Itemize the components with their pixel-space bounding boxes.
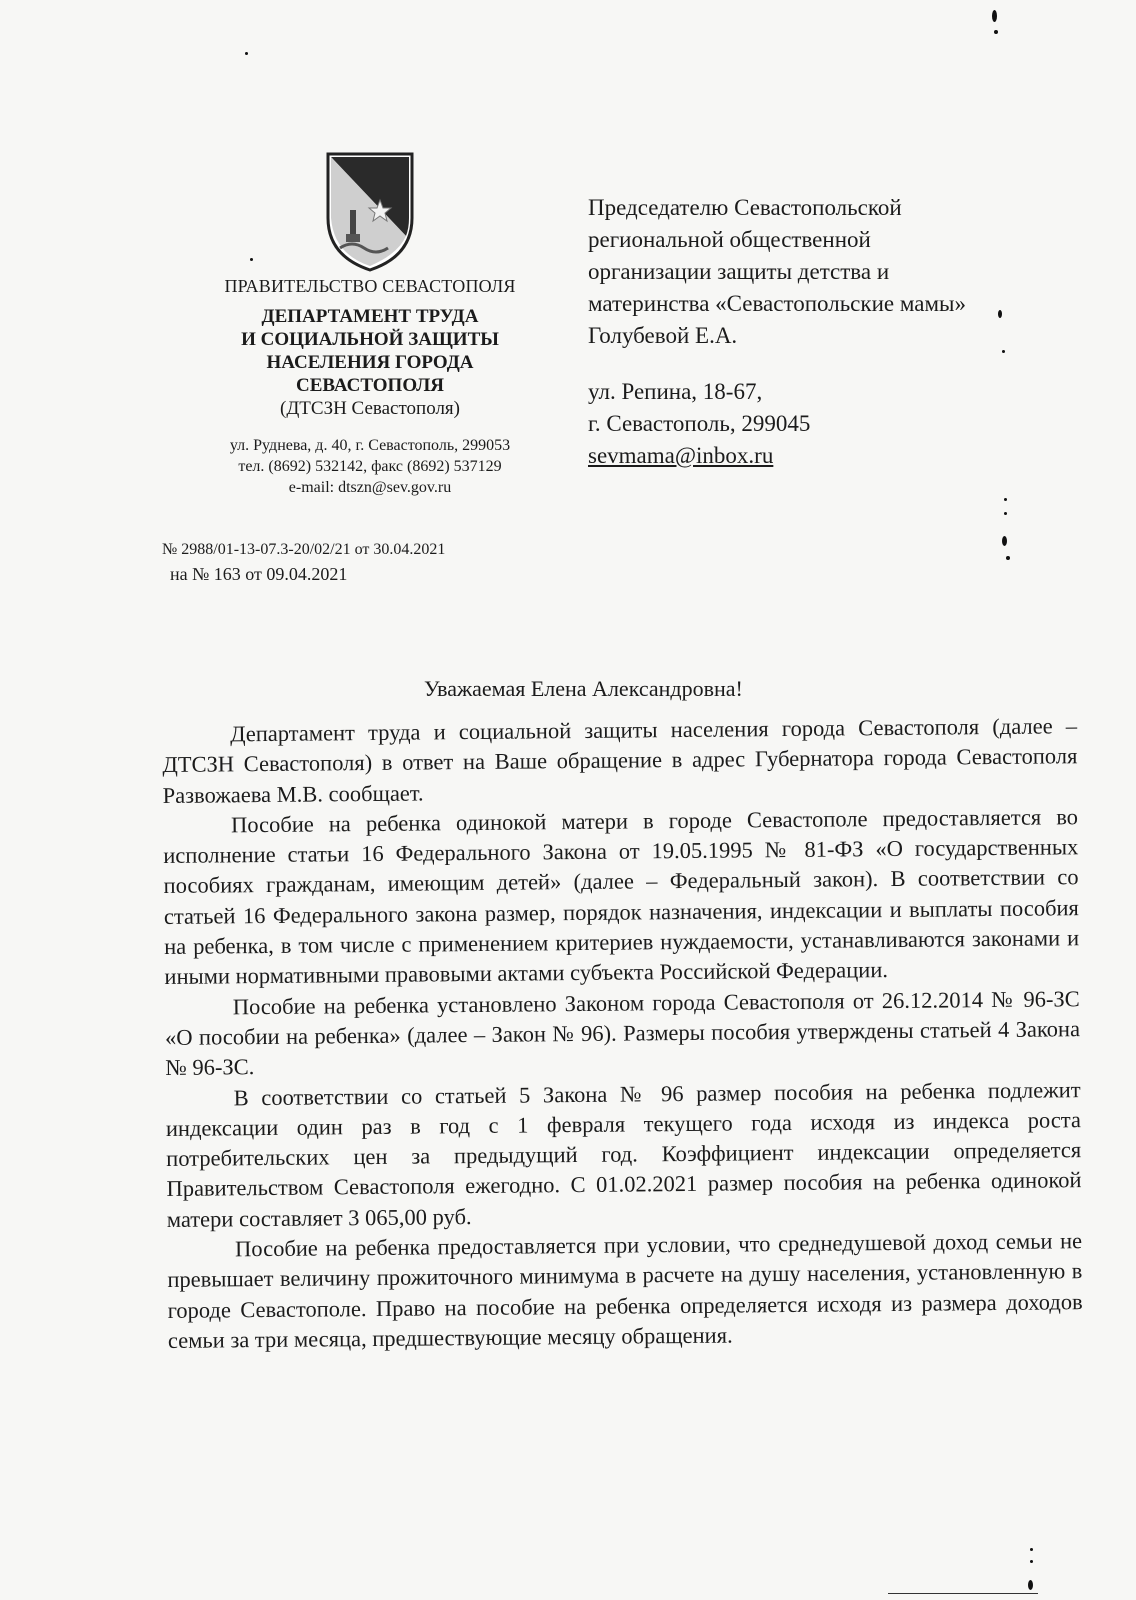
recipient-line: Председателю Севастопольской xyxy=(588,195,902,220)
scan-speck xyxy=(1006,556,1010,560)
scan-speck xyxy=(998,310,1002,318)
department-name-line: И СОЦИАЛЬНОЙ ЗАЩИТЫ xyxy=(241,329,499,350)
government-name: ПРАВИТЕЛЬСТВО СЕВАСТОПОЛЯ xyxy=(224,276,516,296)
recipient-line: организации защиты детства и xyxy=(588,259,890,284)
scan-speck xyxy=(994,30,998,34)
department-abbreviation: (ДТСЗН Севастополя) xyxy=(280,398,460,419)
recipient-email-link[interactable]: sevmama@inbox.ru xyxy=(588,443,774,468)
department-name xyxy=(150,305,590,397)
body-paragraph: Департамент труда и социальной защиты населения города Севастополя (далее – ДТСЗН Севастополя) в ответ на Ваше обращение в адрес Губернатора города Севастополя Развожаева М.В. сообщает. xyxy=(162,713,1078,808)
scan-speck xyxy=(1004,512,1007,515)
scan-speck xyxy=(1030,1560,1033,1563)
greeting: Уважаемая Елена Александровна! xyxy=(424,676,743,701)
recipient-spacer xyxy=(588,352,1048,376)
recipient-address-line: г. Севастополь, 299045 xyxy=(588,411,811,436)
sender-phone: тел. (8692) 532142, факс (8692) 537129 xyxy=(238,458,502,475)
department-name-line: НАСЕЛЕНИЯ ГОРОДА xyxy=(266,352,474,373)
scan-speck xyxy=(245,52,248,55)
sender-email: e-mail: dtszn@sev.gov.ru xyxy=(288,479,452,496)
department-name-line: ДЕПАРТАМЕНТ ТРУДА xyxy=(261,306,479,327)
recipient-line: региональной общественной xyxy=(588,227,871,252)
scan-edge-line xyxy=(888,1593,1038,1594)
recipient-line: материнства «Севастопольские мамы» xyxy=(588,291,966,316)
body-paragraph: Пособие на ребенка одинокой матери в городе Севастополе предоставляется во исполнение статьи 16 Федерального Закона от 19.05.1995 № 81-ФЗ «О государственных пособиях гражданам, имеющим детей» (далее – Федеральный закон). В соответствии со статьей 16 Федерального закона размер, порядок назначения, индексации и выплаты пособия на ребенка, в том числе с применением критериев нуждаемости, устанавливаются законами и иными нормативными правовыми актами субъекта Российской Федерации. xyxy=(163,804,1080,990)
department-name-line: СЕВАСТОПОЛЯ xyxy=(295,375,445,396)
recipient-line: Голубевой Е.А. xyxy=(588,323,738,348)
scan-speck xyxy=(1030,1548,1033,1551)
body-paragraph: Пособие на ребенка установлено Законом города Севастополя от 26.12.2014 № 96-ЗС «О пособии на ребенка» (далее – Закон № 96). Размеры пособия утверждены статьей 4 Закона № 96-ЗС. xyxy=(164,985,1081,1081)
scan-speck xyxy=(992,10,997,22)
sender-block xyxy=(150,276,590,498)
recipient-block xyxy=(588,192,1048,472)
letter-body xyxy=(162,711,1083,1356)
body-paragraph: Пособие на ребенка предоставляется при условии, что среднедушевой доход семьи не превышает величину прожиточного минимума в расчете на душу населения, установленную в городе Севастополе. Право на пособие на ребенка определяется исходя из размера доходов семьи за три месяца, предшествующие месяцу обращения. xyxy=(167,1228,1083,1353)
outgoing-reference: № 2988/01-13-07.3-20/02/21 от 30.04.2021 xyxy=(162,541,446,558)
incoming-reference: на № 163 от 09.04.2021 xyxy=(170,564,348,584)
scan-speck xyxy=(1002,350,1005,353)
recipient-address-line: ул. Репина, 18-67, xyxy=(588,379,763,404)
reference-numbers xyxy=(162,538,445,586)
sender-contacts xyxy=(150,435,590,498)
sevastopol-coat-of-arms-icon xyxy=(322,148,418,274)
scan-speck xyxy=(1002,536,1007,546)
scan-speck xyxy=(1028,1580,1033,1590)
scan-speck xyxy=(1004,498,1007,501)
sender-address: ул. Руднева, д. 40, г. Севастополь, 299053 xyxy=(229,437,511,454)
scan-speck xyxy=(250,258,253,261)
body-paragraph: В соответствии со статьей 5 Закона № 96 размер пособия на ребенка подлежит индексации один раз в год с 1 февраля текущего года исходя из индекса роста потребительских цен за предыдущий год. Коэффициент индексации определяется Правительством Севастополя ежегодно. С 01.02.2021 размер пособия на ребенка одинокой матери составляет 3 065,00 руб. xyxy=(165,1076,1082,1232)
